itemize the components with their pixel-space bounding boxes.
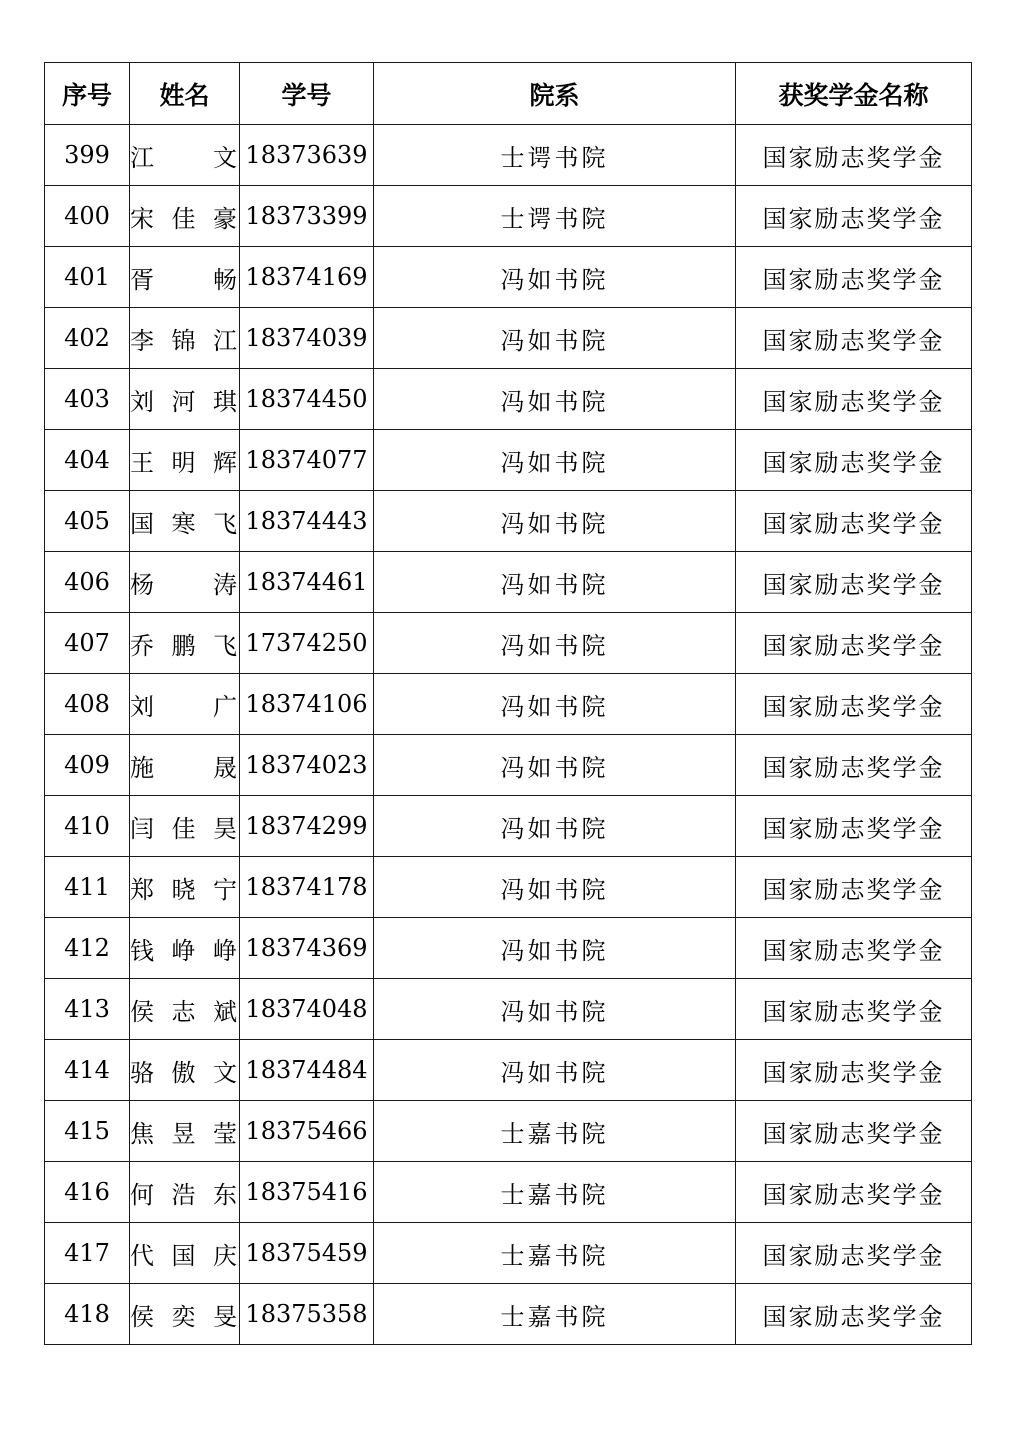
cell-index: 410 [45,796,130,857]
cell-index: 399 [45,125,130,186]
cell-name: 江 文 [130,125,240,186]
cell-student-id: 18373399 [240,186,374,247]
cell-award: 国家励志奖学金 [736,1040,972,1101]
cell-award: 国家励志奖学金 [736,735,972,796]
cell-index: 418 [45,1284,130,1345]
cell-name: 胥 畅 [130,247,240,308]
cell-award: 国家励志奖学金 [736,1101,972,1162]
table-row [45,491,972,552]
cell-name: 骆傲文 [130,1040,240,1101]
cell-college: 冯如书院 [374,1040,736,1101]
cell-index: 413 [45,979,130,1040]
cell-index: 417 [45,1223,130,1284]
table-row [45,735,972,796]
cell-college: 士嘉书院 [374,1162,736,1223]
cell-college: 士谔书院 [374,125,736,186]
cell-student-id: 18374077 [240,430,374,491]
cell-college: 冯如书院 [374,247,736,308]
table-row [45,1040,972,1101]
table-row [45,369,972,430]
table-header [45,63,972,125]
cell-college: 冯如书院 [374,308,736,369]
table-row [45,125,972,186]
cell-student-id: 18374484 [240,1040,374,1101]
cell-index: 416 [45,1162,130,1223]
cell-award: 国家励志奖学金 [736,1223,972,1284]
cell-award: 国家励志奖学金 [736,247,972,308]
cell-award: 国家励志奖学金 [736,430,972,491]
cell-name: 侯奕旻 [130,1284,240,1345]
cell-name: 郑晓宁 [130,857,240,918]
cell-name: 刘河琪 [130,369,240,430]
cell-college: 冯如书院 [374,674,736,735]
cell-award: 国家励志奖学金 [736,1162,972,1223]
table-row [45,979,972,1040]
cell-student-id: 18374461 [240,552,374,613]
cell-name: 何浩东 [130,1162,240,1223]
cell-index: 412 [45,918,130,979]
table-row [45,1162,972,1223]
cell-index: 414 [45,1040,130,1101]
table-row [45,613,972,674]
cell-index: 405 [45,491,130,552]
cell-name: 焦昱莹 [130,1101,240,1162]
cell-name: 闫佳昊 [130,796,240,857]
table-row [45,552,972,613]
table-row [45,308,972,369]
cell-award: 国家励志奖学金 [736,613,972,674]
cell-name: 李锦江 [130,308,240,369]
cell-college: 士嘉书院 [374,1284,736,1345]
cell-college: 士谔书院 [374,186,736,247]
table-row [45,1284,972,1345]
cell-name: 代国庆 [130,1223,240,1284]
cell-index: 407 [45,613,130,674]
cell-college: 冯如书院 [374,918,736,979]
cell-award: 国家励志奖学金 [736,369,972,430]
cell-index: 402 [45,308,130,369]
table-row [45,1101,972,1162]
table-row [45,796,972,857]
cell-college: 冯如书院 [374,796,736,857]
cell-college: 冯如书院 [374,369,736,430]
cell-student-id: 18374106 [240,674,374,735]
cell-award: 国家励志奖学金 [736,552,972,613]
cell-student-id: 18373639 [240,125,374,186]
cell-award: 国家励志奖学金 [736,796,972,857]
table-row [45,430,972,491]
cell-index: 403 [45,369,130,430]
header-row [45,63,972,125]
cell-name: 钱峥峥 [130,918,240,979]
cell-student-id: 18374443 [240,491,374,552]
cell-index: 400 [45,186,130,247]
cell-student-id: 18375358 [240,1284,374,1345]
cell-name: 杨 涛 [130,552,240,613]
cell-student-id: 17374250 [240,613,374,674]
cell-student-id: 18374023 [240,735,374,796]
header-college: 院系 [374,63,736,125]
cell-student-id: 18374048 [240,979,374,1040]
header-index: 序号 [45,63,130,125]
cell-index: 404 [45,430,130,491]
cell-index: 415 [45,1101,130,1162]
cell-index: 408 [45,674,130,735]
cell-college: 士嘉书院 [374,1101,736,1162]
header-student-id: 学号 [240,63,374,125]
cell-student-id: 18374039 [240,308,374,369]
table-row [45,186,972,247]
cell-award: 国家励志奖学金 [736,979,972,1040]
cell-name: 国寒飞 [130,491,240,552]
cell-student-id: 18374299 [240,796,374,857]
cell-award: 国家励志奖学金 [736,308,972,369]
cell-college: 冯如书院 [374,552,736,613]
table-row [45,247,972,308]
cell-award: 国家励志奖学金 [736,491,972,552]
cell-student-id: 18375459 [240,1223,374,1284]
table-row [45,918,972,979]
cell-college: 冯如书院 [374,613,736,674]
cell-name: 宋佳豪 [130,186,240,247]
cell-award: 国家励志奖学金 [736,857,972,918]
cell-student-id: 18374450 [240,369,374,430]
cell-index: 401 [45,247,130,308]
cell-award: 国家励志奖学金 [736,918,972,979]
cell-student-id: 18374369 [240,918,374,979]
cell-name: 侯志斌 [130,979,240,1040]
cell-college: 冯如书院 [374,857,736,918]
table-row [45,674,972,735]
cell-student-id: 18374178 [240,857,374,918]
cell-name: 王明辉 [130,430,240,491]
header-award: 获奖学金名称 [736,63,972,125]
cell-award: 国家励志奖学金 [736,1284,972,1345]
cell-college: 冯如书院 [374,491,736,552]
cell-college: 冯如书院 [374,430,736,491]
cell-index: 409 [45,735,130,796]
table-row [45,1223,972,1284]
cell-student-id: 18375466 [240,1101,374,1162]
cell-college: 士嘉书院 [374,1223,736,1284]
cell-name: 刘 广 [130,674,240,735]
cell-index: 406 [45,552,130,613]
cell-name: 乔鹏飞 [130,613,240,674]
table-row [45,857,972,918]
cell-award: 国家励志奖学金 [736,674,972,735]
cell-student-id: 18374169 [240,247,374,308]
header-name: 姓名 [130,63,240,125]
table-body [45,125,972,1345]
cell-award: 国家励志奖学金 [736,186,972,247]
cell-college: 冯如书院 [374,735,736,796]
scholarship-table [44,62,972,1345]
cell-award: 国家励志奖学金 [736,125,972,186]
cell-student-id: 18375416 [240,1162,374,1223]
cell-index: 411 [45,857,130,918]
cell-name: 施 晟 [130,735,240,796]
cell-college: 冯如书院 [374,979,736,1040]
